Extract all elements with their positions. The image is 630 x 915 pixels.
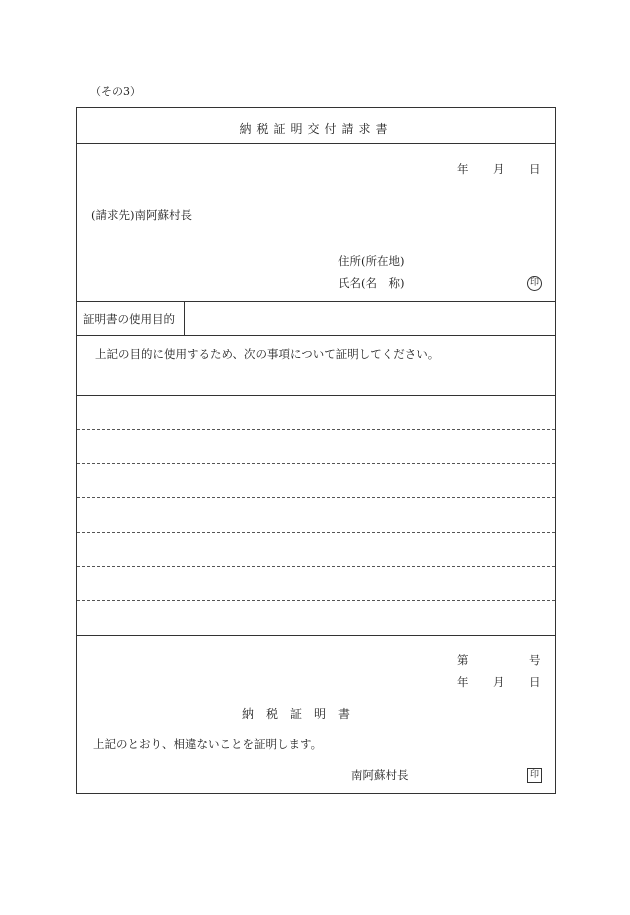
request-form xyxy=(76,107,556,794)
request-year-label: 年 xyxy=(457,162,469,176)
request-day-label: 日 xyxy=(529,162,541,176)
instruction-text: 上記の目的に使用するため、次の事項について証明してください。 xyxy=(95,347,440,361)
item-line xyxy=(77,600,555,601)
purpose-label: 証明書の使用目的 xyxy=(83,312,175,326)
cert-day-label: 日 xyxy=(529,675,541,689)
form-number: （その3） xyxy=(90,85,141,98)
issuer-seal xyxy=(527,766,542,783)
form-title: 納税証明交付請求書 xyxy=(239,122,393,136)
divider xyxy=(77,301,555,302)
item-line xyxy=(77,566,555,567)
certificate-title: 納 税 証 明 書 xyxy=(242,707,351,721)
divider xyxy=(77,395,555,396)
cert-month-label: 月 xyxy=(493,675,505,689)
divider xyxy=(77,335,555,336)
seal-mark: 印 xyxy=(527,276,542,291)
item-line xyxy=(77,463,555,464)
certificate-issuer: 南阿蘇村長 xyxy=(351,768,409,782)
certificate-statement: 上記のとおり、相違ないことを証明します。 xyxy=(93,737,323,751)
address-label: 住所(所在地) xyxy=(338,254,405,268)
applicant-seal xyxy=(527,274,542,291)
cert-year-label: 年 xyxy=(457,675,469,689)
addressee: (請求先)南阿蘇村長 xyxy=(91,208,192,222)
divider xyxy=(77,635,555,636)
item-line xyxy=(77,532,555,533)
divider xyxy=(184,301,185,335)
cert-number-prefix: 第 xyxy=(457,653,469,667)
seal-mark: 印 xyxy=(527,768,542,783)
item-line xyxy=(77,497,555,498)
name-label: 氏名(名 称) xyxy=(338,276,405,290)
divider xyxy=(77,143,555,144)
cert-number-suffix: 号 xyxy=(529,653,541,667)
item-line xyxy=(77,429,555,430)
request-month-label: 月 xyxy=(493,162,505,176)
